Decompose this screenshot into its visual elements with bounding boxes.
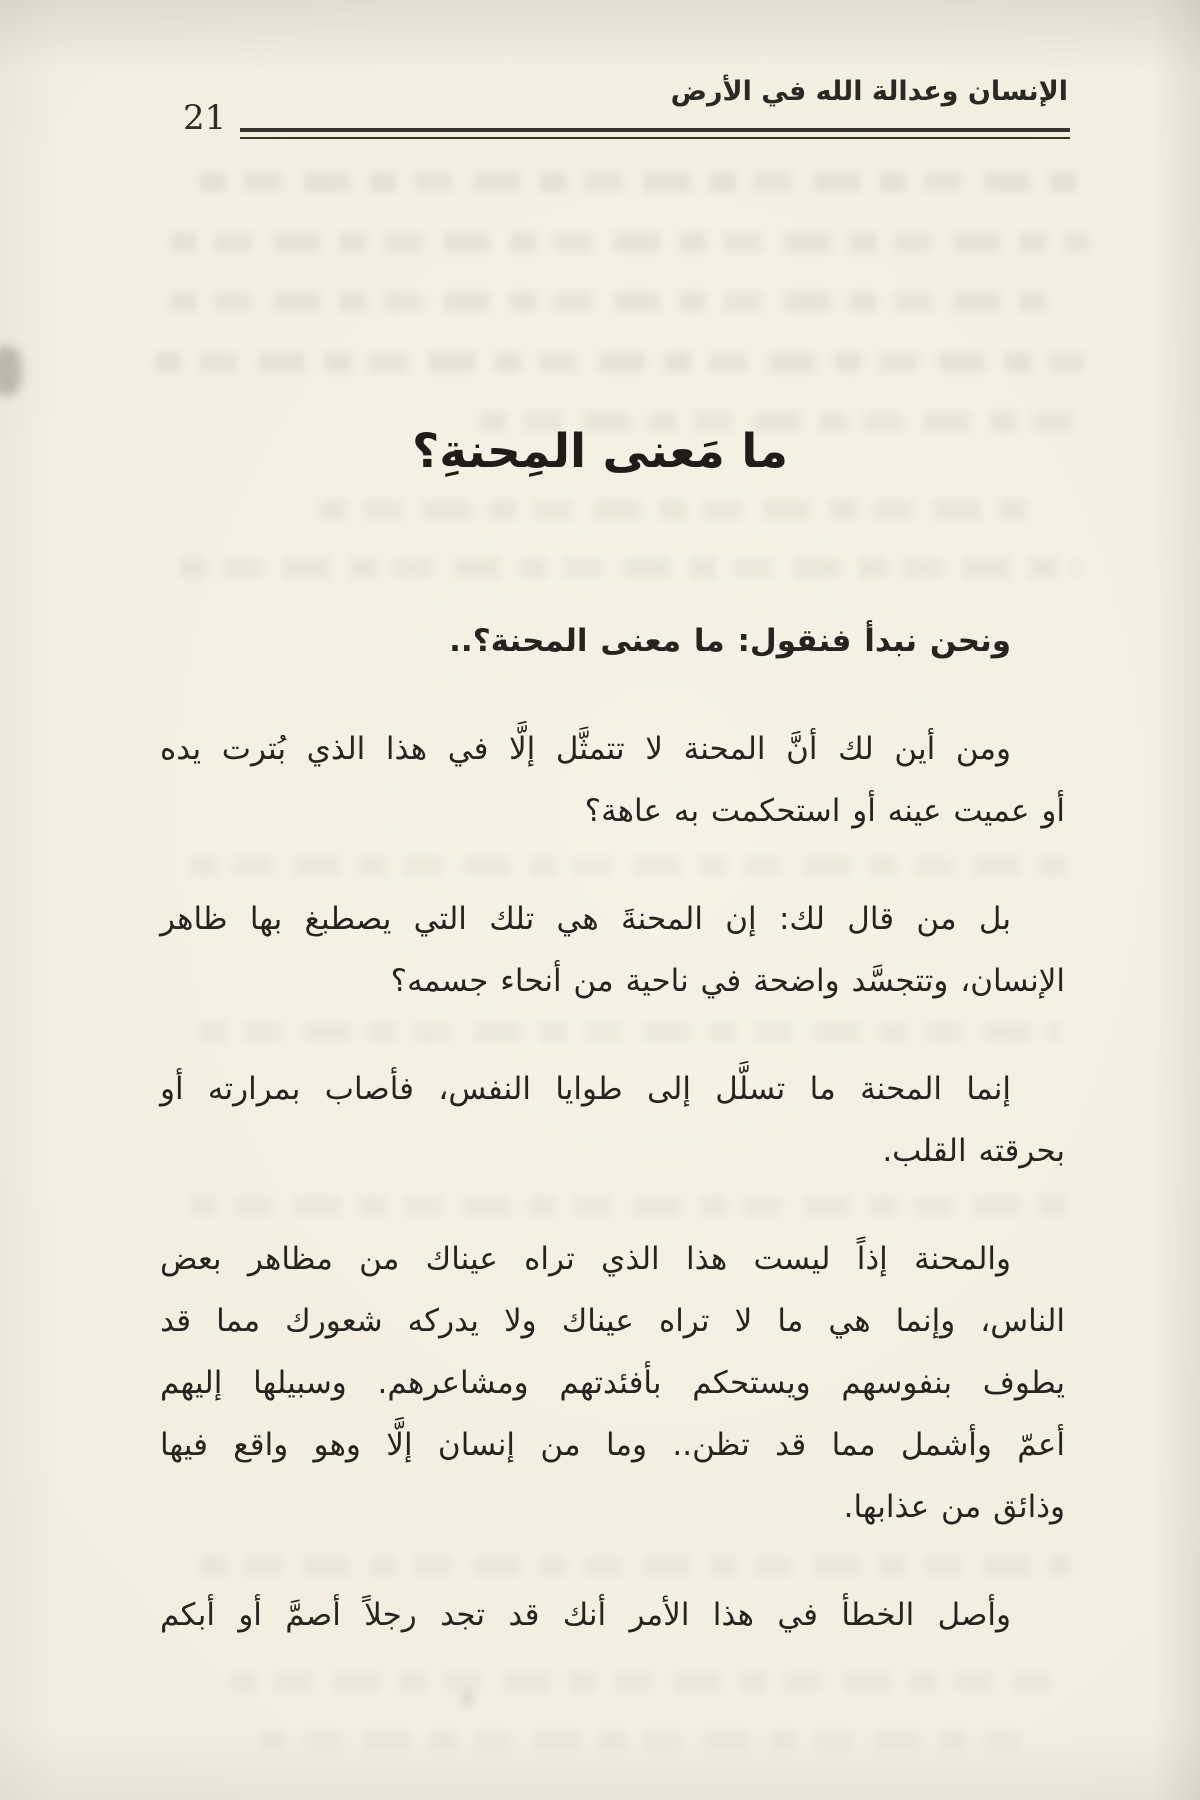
- paragraph: [160, 1584, 1065, 1646]
- paragraph-line: ومن أين لك أنَّ المحنة لا تتمثَّل إلَّا في هذا الذي بُترت يده: [160, 731, 1011, 767]
- edge-ink-smudge: [0, 346, 22, 396]
- paragraph: [160, 888, 1065, 1012]
- speck-smudge: [462, 1692, 472, 1706]
- paragraph-line: ونحن نبدأ فنقول: ما معنى المحنة؟..: [449, 623, 1011, 659]
- show-through-smudge: [170, 292, 1060, 312]
- paragraph-line: الناس، وإنما هي ما لا تراه عيناك ولا يدركه شعورك مما قد: [160, 1303, 1065, 1339]
- header-rule: [240, 128, 1070, 139]
- paragraph-line: والمحنة إذاً ليست هذا الذي تراه عيناك من مظاهر بعض: [160, 1241, 1011, 1277]
- show-through-smudge: [170, 232, 1090, 252]
- chapter-title: ما مَعنى المِحنةِ؟: [412, 424, 788, 479]
- paragraph: [160, 1228, 1065, 1538]
- paragraph: [160, 1058, 1065, 1182]
- intro-paragraph: [160, 610, 1065, 672]
- paragraph-line: الإنسان، وتتجسَّد واضحة في ناحية من أنحاء جسمه؟: [390, 963, 1065, 999]
- paragraph: [160, 718, 1065, 842]
- paragraph-line: بحرقته القلب.: [882, 1133, 1065, 1169]
- paragraph-line: إنما المحنة ما تسلَّل إلى طوايا النفس، فأصاب بمرارته أو: [160, 1071, 1011, 1107]
- show-through-smudge: [155, 352, 1085, 372]
- paragraph-line: وأصل الخطأ في هذا الأمر أنك قد تجد رجلاً أصمَّ أو أبكم: [160, 1597, 1011, 1633]
- body-text: [160, 610, 1065, 1692]
- paragraph-line: أو عميت عينه أو استحكمت به عاهة؟: [584, 793, 1065, 829]
- paragraph-line: وذائق من عذابها.: [843, 1489, 1065, 1525]
- paragraph-line: بل من قال لك: إن المحنةَ هي تلك التي يصطبغ بها ظاهر: [160, 901, 1011, 937]
- show-through-smudge: [180, 558, 1080, 578]
- page-number: 21: [183, 98, 227, 138]
- show-through-smudge: [320, 500, 1040, 520]
- show-through-smudge: [200, 172, 1080, 192]
- paragraph-line: أعمّ وأشمل مما قد تظن.. وما من إنسان إلَّا وهو واقع فيها: [160, 1427, 1065, 1463]
- running-head: الإنسان وعدالة الله في الأرض: [670, 76, 1068, 107]
- paragraph-line: يطوف بنفوسهم ويستحكم بأفئدتهم ومشاعرهم. وسبيلها إليهم: [160, 1365, 1065, 1401]
- show-through-smudge: [260, 1730, 1020, 1750]
